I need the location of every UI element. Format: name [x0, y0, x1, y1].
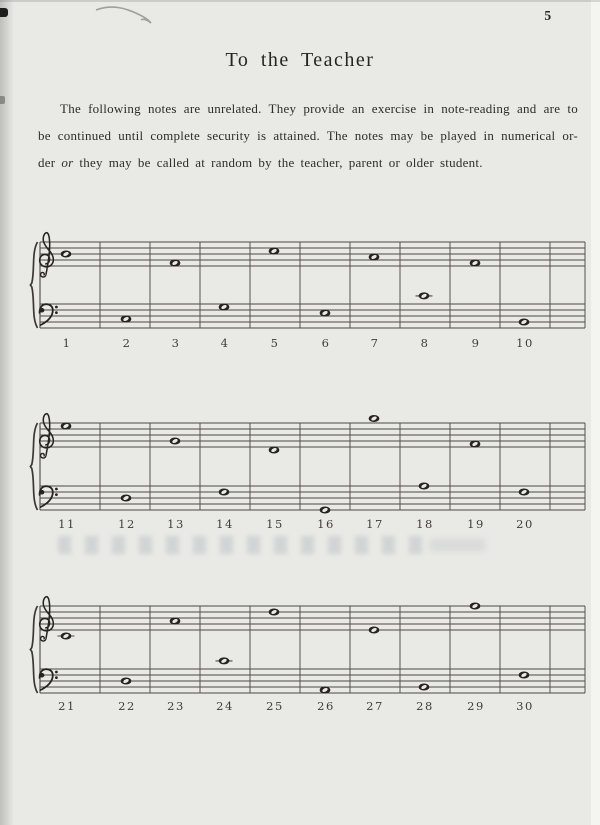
whole-note-F3-measure-30	[519, 672, 530, 679]
pencil-mark	[96, 7, 151, 23]
whole-note-D5-measure-25	[269, 609, 280, 616]
measure-number: 17	[366, 517, 384, 531]
measure-number: 8	[420, 336, 430, 350]
measure-number: 6	[321, 336, 331, 350]
measure-number: 28	[416, 699, 434, 713]
measure-number: 25	[266, 699, 284, 713]
page-number: 5	[544, 8, 552, 23]
whole-note-C3-measure-2	[121, 316, 132, 323]
grand-staff-brace	[30, 423, 37, 510]
treble-clef-icon	[40, 414, 54, 458]
whole-note-F4-measure-19	[470, 441, 481, 448]
whole-note-C4-measure-8	[416, 292, 433, 299]
measure-number: 7	[370, 336, 380, 350]
grand-staff-system-3	[30, 597, 585, 713]
whole-note-A2-measure-26	[320, 687, 331, 694]
measure-number: 3	[171, 336, 181, 350]
whole-note-A3-measure-18	[419, 483, 430, 490]
measure-number: 29	[467, 699, 485, 713]
measure-number: 24	[216, 699, 234, 713]
measure-number: 12	[118, 517, 136, 531]
measure-number: 19	[467, 517, 485, 531]
grand-staff-brace	[30, 242, 37, 328]
grand-staff-brace	[30, 606, 37, 693]
whole-note-D3-measure-12	[121, 495, 132, 502]
whole-note-E3-measure-6	[320, 310, 331, 317]
measure-number: 20	[516, 517, 534, 531]
whole-note-G3-measure-4	[219, 304, 230, 311]
measure-number: 16	[317, 517, 335, 531]
measure-number: 13	[167, 517, 185, 531]
treble-clef-icon	[40, 597, 54, 641]
whole-note-G2-measure-16	[320, 507, 331, 514]
whole-note-C5-measure-5	[269, 248, 280, 255]
whole-note-B2-measure-28	[419, 684, 430, 691]
measure-number: 21	[58, 699, 76, 713]
measure-number: 30	[516, 699, 534, 713]
measure-number: 1	[62, 336, 72, 350]
page-title: To the Teacher	[225, 49, 375, 71]
measure-number: 11	[58, 517, 76, 531]
whole-note-F3-measure-20	[519, 489, 530, 496]
whole-note-F5-measure-29	[470, 603, 481, 610]
measure-number: 4	[220, 336, 230, 350]
whole-note-A4-measure-7	[369, 254, 380, 261]
whole-note-F4-measure-3	[170, 260, 181, 267]
paragraph-line-3: der or they may be called at random by the teacher, parent or older student.	[38, 155, 483, 170]
measure-number: 10	[516, 336, 534, 350]
measure-number: 26	[317, 699, 335, 713]
measure-number: 14	[216, 517, 234, 531]
measure-number: 2	[122, 336, 132, 350]
whole-note-B4-measure-1	[61, 251, 72, 258]
measure-number: 9	[471, 336, 481, 350]
whole-note-F3-measure-14	[219, 489, 230, 496]
measure-number: 15	[266, 517, 284, 531]
grand-staff-system-1	[30, 233, 585, 350]
grand-staff-system-2	[30, 414, 585, 531]
whole-note-G4-measure-13	[170, 438, 181, 445]
whole-note-A4-measure-23	[170, 618, 181, 625]
whole-note-F4-measure-9	[470, 260, 481, 267]
whole-note-E5-measure-11	[61, 423, 72, 430]
whole-note-B2-measure-10	[519, 319, 530, 326]
paragraph-line-2: be continued until complete security is attained. The notes may be played in numerical or-	[38, 128, 578, 143]
treble-clef-icon	[40, 233, 54, 277]
whole-note-C4-measure-24	[216, 657, 233, 664]
whole-note-G5-measure-17	[369, 415, 380, 422]
italic-word-or: or	[61, 155, 74, 170]
measure-number: 18	[416, 517, 434, 531]
measure-number: 22	[118, 699, 136, 713]
paragraph-line-1: The following notes are unrelated. They provide an exercise in note-reading and are to	[60, 101, 578, 116]
measure-number: 23	[167, 699, 185, 713]
measure-number: 5	[270, 336, 280, 350]
whole-note-D4-measure-15	[269, 447, 280, 454]
whole-note-D3-measure-22	[121, 678, 132, 685]
whole-note-E4-measure-27	[369, 627, 380, 634]
whole-note-C4-measure-21	[58, 633, 75, 640]
measure-number: 27	[366, 699, 384, 713]
